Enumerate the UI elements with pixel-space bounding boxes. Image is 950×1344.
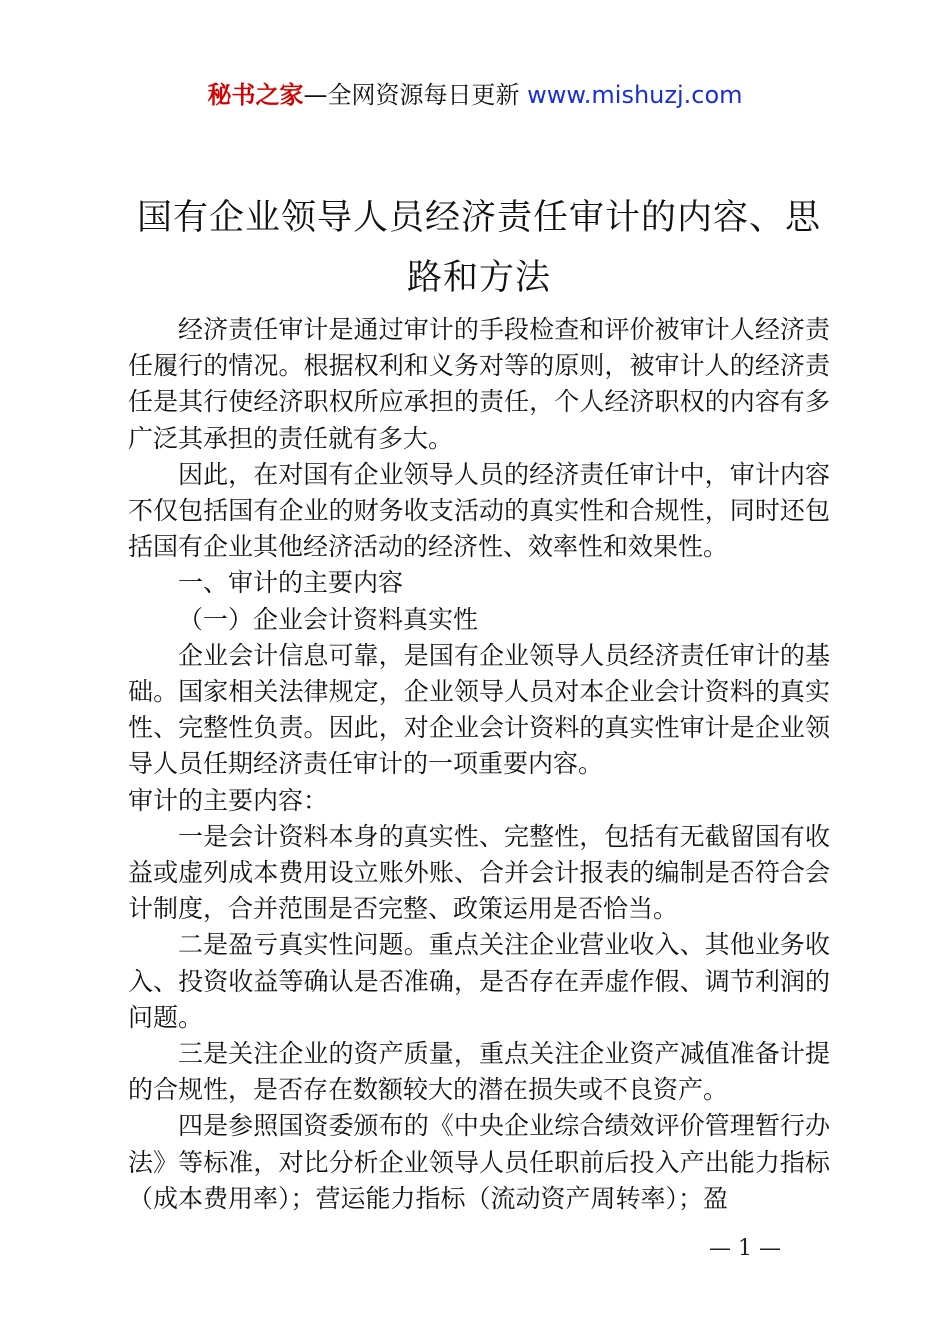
list-item: 二是盈亏真实性问题。重点关注企业营业收入、其他业务收入、投资收益等确认是否准确，是否存在弄虚作假、调节利润的问题。 [128,930,830,1032]
document-title: 国有企业领导人员经济责任审计的内容、思路和方法 [136,198,821,298]
body-paragraph: 因此，在对国有企业领导人员的经济责任审计中，审计内容不仅包括国有企业的财务收支活动的真实性和合规性，同时还包括国有企业其他经济活动的经济性、效率性和效果性。 [128,459,830,562]
list-intro: 审计的主要内容： [128,785,329,815]
site-brand: 秘书之家 [207,81,304,109]
site-slogan: —全网资源每日更新 [303,81,528,109]
document-body [128,312,830,1217]
list-item: 一是会计资料本身的真实性、完整性，包括有无截留国有收益或虚列成本费用设立账外账、合并会计报表的编制是否符合会计制度，合并范围是否完整、政策运用是否恰当。 [128,821,830,924]
list-item: 四是参照国资委颁布的《中央企业综合绩效评价管理暂行办法》等标准，对比分析企业领导人员任职前后投入产出能力指标（成本费用率）；营运能力指标（流动资产周转率）；盈 [128,1111,830,1213]
section-heading: 一、审计的主要内容 [178,568,404,598]
subsection-heading: （一）企业会计资料真实性 [178,604,479,634]
body-paragraph: 经济责任审计是通过审计的手段检查和评价被审计人经济责任履行的情况。根据权利和义务对等的原则，被审计人的经济责任是其行使经济职权所应承担的责任，个人经济职权的内容有多广泛其承担的责任就有多大。 [128,315,830,453]
site-header [0,78,950,112]
site-url-link[interactable]: www.mishuzj.com [527,81,743,109]
list-item: 三是关注企业的资产质量，重点关注企业资产减值准备计提的合规性，是否存在数额较大的潜在损失或不良资产。 [128,1039,830,1105]
body-paragraph: 企业会计信息可靠，是国有企业领导人员经济责任审计的基础。国家相关法律规定，企业领导人员对本企业会计资料的真实性、完整性负责。因此，对企业会计资料的真实性审计是企业领导人员任期经济责任审计的一项重要内容。 [128,640,830,779]
page-number: — 1 — [709,1236,781,1261]
